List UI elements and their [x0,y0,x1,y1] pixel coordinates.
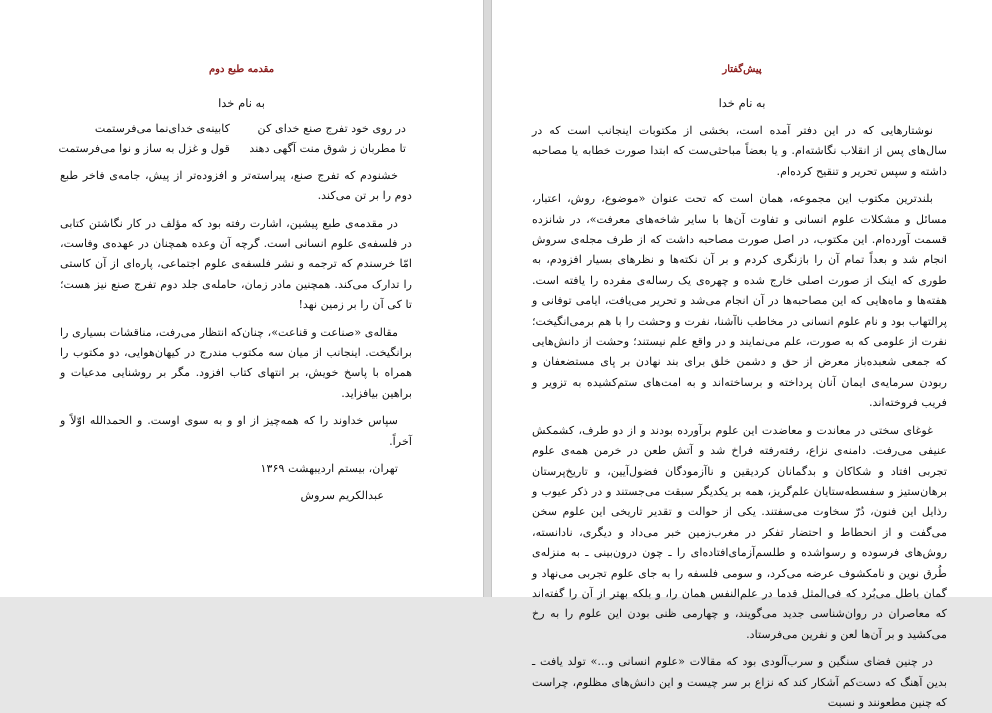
hemistich: قول و غزل به ساز و نوا می‌فرستمت [58,142,230,156]
signature-date: تهران، بیستم اردیبهشت ۱۳۶۹ [260,462,398,476]
left-page [0,0,483,597]
page-title: مقدمه طبع دوم [208,64,275,75]
basmala: به نام خدا [218,96,265,110]
paragraph: مقاله‌ی «صناعت و قناعت»، چنان‌که انتظار می‌رفت، مناقشات بسیاری را برانگیخت. اینجانب از میان سه مکتوب مندرج در کیهان‌هوایی، دو مکتوب را همراه با پاسخ خویش، بر انتهای کتاب افزود. مگر بر روشنایی مدعیات و براهین بیافزاید. [60,325,412,400]
poem [60,119,412,160]
paragraph: غوغای سختی در معاندت و معاضدت این علوم برآورده بودند و از دو طرف، کشمکش عنیفی می‌رفت. دامنه‌ی نزاع، رفته‌رفته فراخ شد و آتش طعن در خرمن همه‌ی علوم تجربی افتاد و شکاکان و بدگمانان کردیقین و ناآزمودگان فضول‌آیین، و تاریخ‌پرستان برهان‌ستیز و سفسطه‌ستایان علم‌گریز، همه بر یکدیگر سبقت می‌جستند و در ذکر عیوب و رذایل این فنون، دُرّ سخاوت می‌سفتند. یکی از حوالت و تقدیر تاریخی این علوم سخن می‌گفت و از انحطاط و احتضار تفکر در مغرب‌زمین خبر می‌داد و دیگری، نادانسته، روش‌های فرسوده و رسواشده و طلسم‌آزمای‌افتاده‌ای را ـ چون درون‌بینی ـ به منزله‌ی طُرق نوین و نامکشوف عرضه می‌کرد، و سومی فلسفه را به جای علوم تجربی می‌نهاد و گمان باطل می‌بُرد که فی‌المثل قدما در علم‌النفس همان را، و بلکه بهتر از آن را گفته‌اند که معاصران در روان‌شناسی جدید می‌گویند، و چهارمی ظنی بودن این علوم را به رخ می‌کشید و بر آن‌ها لعن و نفرین می‌فرستاد. [532,423,947,641]
signature-name: عبدالکریم سروش [300,489,384,503]
right-page [492,0,992,709]
page-gutter [483,0,492,597]
poem-line [60,119,412,139]
poem-line [60,139,412,159]
page-body [60,119,412,514]
hemistich: در روی خود تفرج صنع خدای کن [257,122,406,135]
hemistich: تا مطربان ز شوق منت آگهی دهند [249,142,406,156]
paragraph: نوشتارهایی که در این دفتر آمده است، بخشی از مکتوبات اینجانب است که در سال‌های پس از انقلاب نگاشته‌ام. و یا بعضاً مباحثی‌ست که ابتدا صورت خطابه یا مصاحبه داشته و سپس تحریر و تنقیح کرده‌ام. [532,124,947,178]
hemistich: کابینه‌ی خدای‌نما می‌فرستمت [94,122,230,135]
paragraph: در چنین فضای سنگین و سرب‌آلودی بود که مقالات «علوم انسانی و...» تولد یافت ـ بدین آهنگ که دست‌کم آشکار کند که نزاع بر سر چیست و این دانش‌های مظلوم، چراست که چنین مطعونند و نسبت [532,655,947,709]
paragraph: بلندترین مکتوب این مجموعه، همان است که تحت عنوان «موضوع، روش، اعتبار، مسائل و مشکلات علوم انسانی و تفاوت آن‌ها با سایر شاخه‌های معرفت»، در شانزده قسمت آورده‌ام. این مکتوب، در اصل صورت مصاحبه داشت که از طرف مجله‌ی سروش انجام شد و بعداً تمام آن را بازنگری کردم و بر آن نکته‌ها و نظرهای بسیار افزودم، به طوری که اینک از صورت اصلی خارج شده و چهره‌ی یک رساله‌ی مفرده را یافته است. هفته‌ها و ماه‌هایی که این مصاحبه‌ها در آن انجام می‌شد و تحریر می‌یافت، ایامی توفانی و پرالتهاب بود و نام علوم انسانی در مخاطب ناآشنا، نفرت و وحشت را با هم برمی‌انگیخت؛ نفرت از علومی که به صورت، علم می‌نمایند و در واقع علم نیستند؛ وحشت از دانش‌هایی که جمعی شعبده‌باز معرض از حق و دشمن خلق برای بند نهادن بر پای مستضعفان و ربودن سرمایه‌ی ایمان آنان پرداخته و برساخته‌اند و به امت‌های ستم‌کشیده به تزویر و فریب فروخته‌اند. [532,192,947,410]
page-title: پیش‌گفتار [722,64,762,75]
basmala: به نام خدا [718,96,766,110]
page-body [532,121,947,713]
paragraph: در مقدمه‌ی طبع پیشین، اشارت رفته بود که مؤلف در کار نگاشتن کتابی در فلسفه‌ی علوم انسانی است. گرچه آن وعده همچنان در عهده‌ی وفاست، امّا خرسندم که ترجمه و نشر فلسفه‌ی علوم اجتماعی، پاره‌ای از آن کاستی را تدارک می‌کند. همچنین مادر زمان، حامله‌ی جلد دوم تفرج صنع نیز هست؛ تا کی آن را بر زمین نهد! [60,216,412,312]
paragraph: سپاس خداوند را که همه‌چیز از او و به سوی اوست. و الحمدالله اوّلاً و آخراً. [60,414,412,448]
paragraph: خشنودم که تفرج صنع، پیراسته‌تر و افزوده‌تر از پیش، جامه‌ی فاخر طبع دوم را بر تن می‌کند. [60,168,412,203]
